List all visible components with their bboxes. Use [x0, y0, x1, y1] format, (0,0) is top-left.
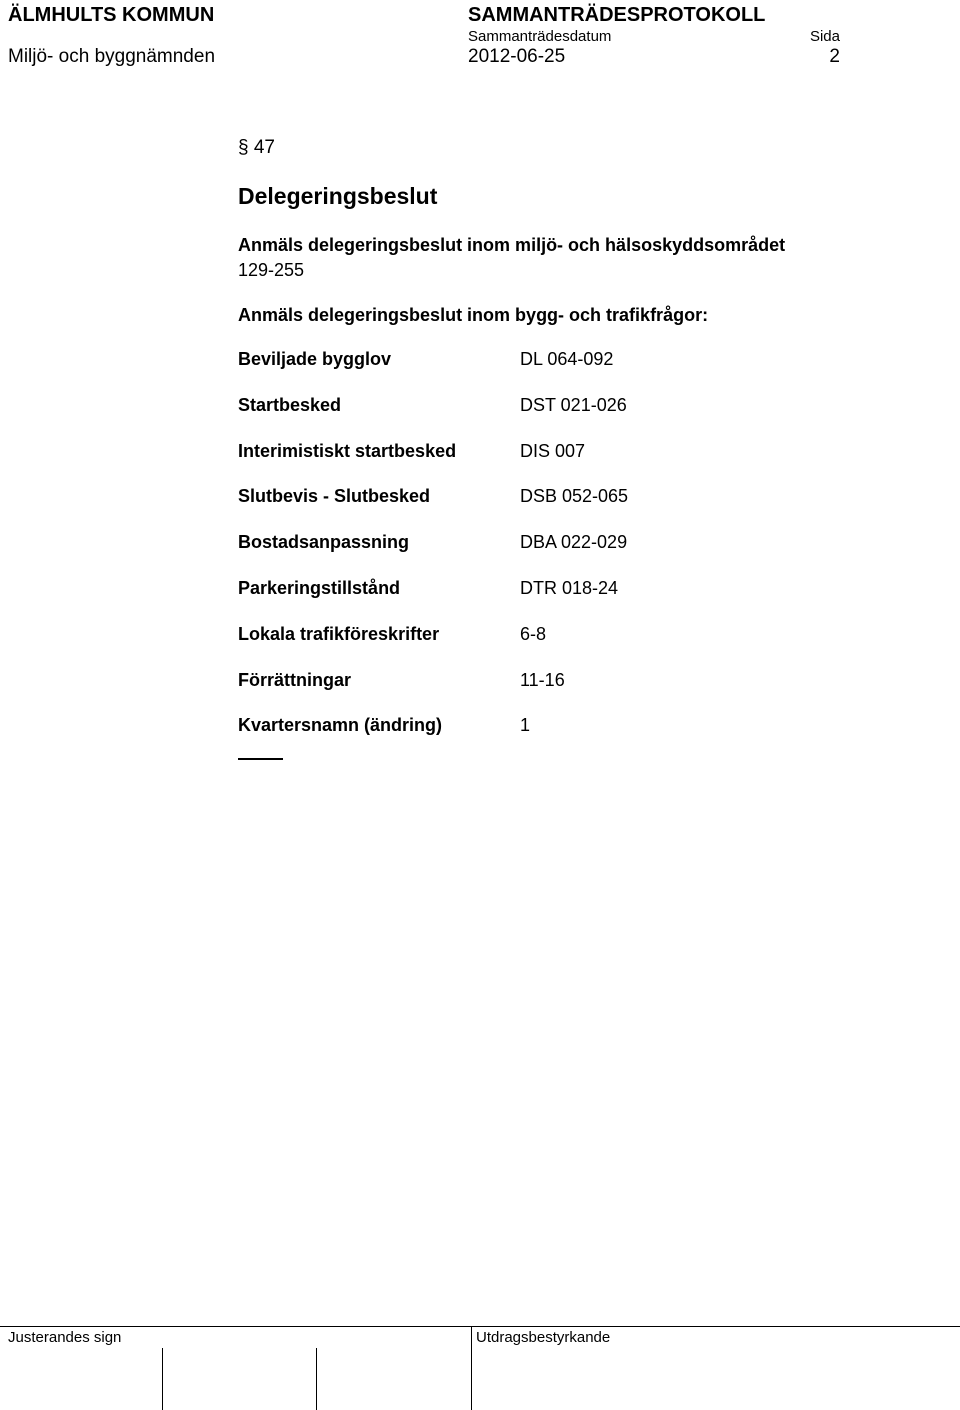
meeting-date-label: Sammanträdesdatum — [468, 28, 612, 45]
signature-box-divider — [162, 1348, 163, 1410]
signature-box-divider — [316, 1348, 317, 1410]
item-label: Beviljade bygglov — [238, 349, 392, 369]
item-value: 11-16 — [520, 669, 565, 690]
list-item — [238, 486, 878, 532]
health-delegation-line: Anmäls delegeringsbeslut inom miljö- och hälsoskyddsområdet — [238, 235, 786, 255]
section-end-rule — [238, 758, 283, 760]
health-delegation-range: 129-255 — [238, 260, 305, 280]
municipality-name: ÄLMHULTS KOMMUN — [8, 4, 215, 26]
section-title: Delegeringsbeslut — [238, 183, 438, 209]
item-label: Lokala trafikföreskrifter — [238, 623, 440, 644]
item-value: DTR 018-24 — [520, 577, 619, 598]
item-label: Kvartersnamn (ändring) — [238, 715, 443, 736]
adjusters-sign-label: Justerandes sign — [8, 1329, 122, 1346]
item-label: Startbesked — [238, 394, 342, 415]
list-item — [238, 578, 878, 624]
item-label: Interimistiskt startbesked — [238, 440, 457, 461]
item-label: Parkeringstillstånd — [238, 577, 401, 598]
item-value: 1 — [520, 715, 531, 736]
list-item — [238, 670, 878, 716]
list-item — [238, 441, 878, 487]
item-label: Slutbevis - Slutbesked — [238, 486, 431, 507]
paragraph-number: § 47 — [238, 137, 275, 158]
list-item — [238, 395, 878, 441]
item-value: DL 064-092 — [520, 349, 614, 369]
protocol-title: SAMMANTRÄDESPROTOKOLL — [468, 4, 766, 26]
item-label: Förrättningar — [238, 669, 352, 690]
building-delegation-line: Anmäls delegeringsbeslut inom bygg- och trafikfrågor: — [238, 305, 709, 325]
list-item — [238, 349, 878, 395]
page-label: Sida — [809, 28, 840, 45]
meeting-date: 2012-06-25 — [468, 46, 566, 67]
list-item — [238, 624, 878, 670]
page-number: 2 — [829, 46, 840, 67]
list-item — [238, 532, 878, 578]
list-item — [238, 715, 878, 761]
item-value: DBA 022-029 — [520, 532, 628, 553]
committee-name: Miljö- och byggnämnden — [8, 46, 216, 67]
footer-divider-line — [0, 1326, 960, 1327]
item-value: DIS 007 — [520, 440, 586, 461]
item-value: DST 021-026 — [520, 394, 627, 415]
delegation-list — [238, 349, 878, 761]
item-label: Bostadsanpassning — [238, 532, 410, 553]
footer-column-divider — [471, 1326, 472, 1410]
certified-copy-label: Utdragsbestyrkande — [476, 1329, 611, 1346]
item-value: 6-8 — [520, 623, 547, 644]
item-value: DSB 052-065 — [520, 486, 629, 507]
